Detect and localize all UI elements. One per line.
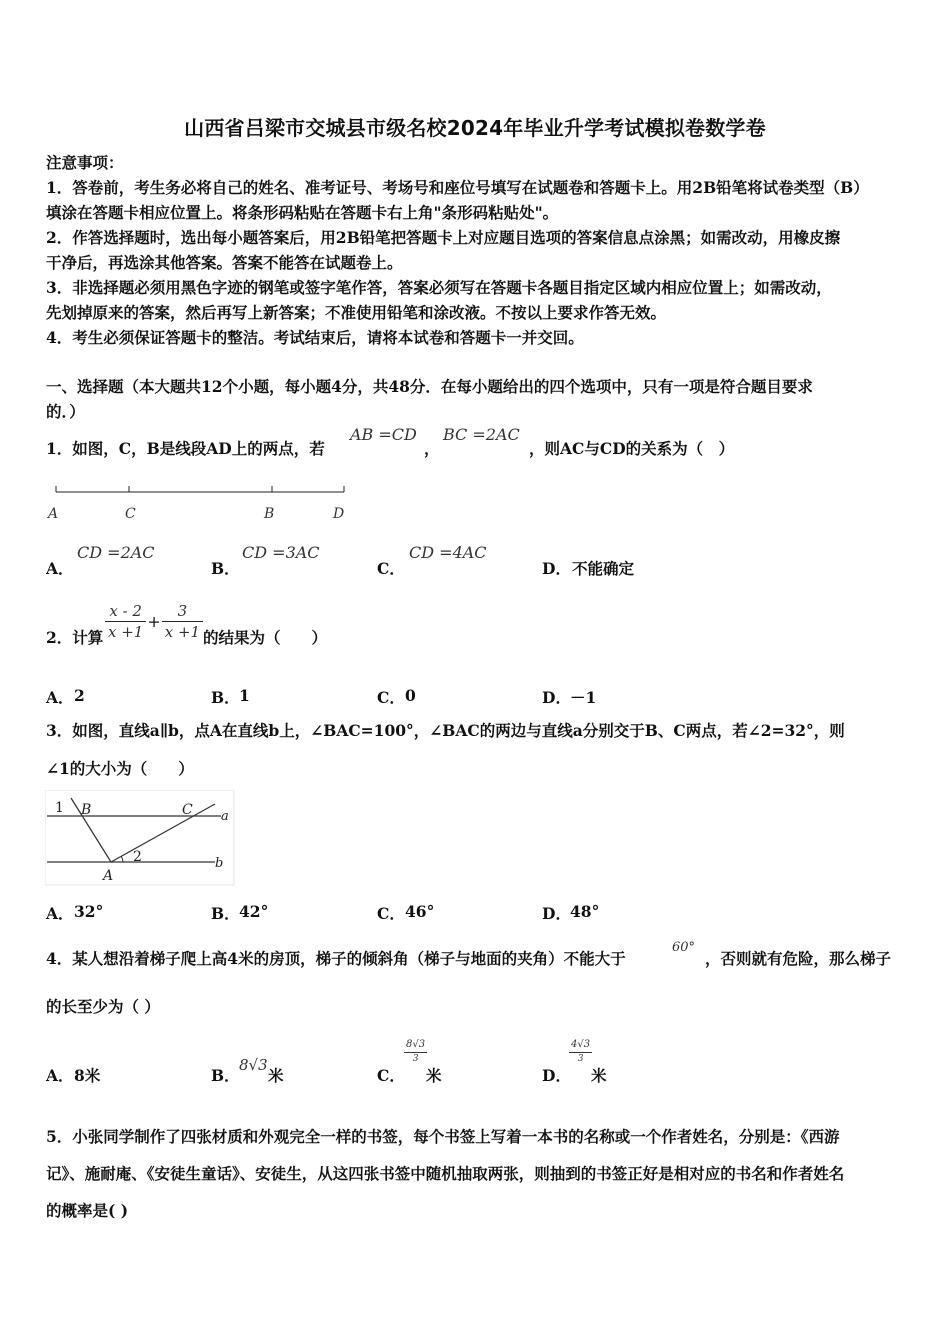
q4-option-b-label: B． [211, 1066, 240, 1085]
point-b-label: B [81, 802, 92, 818]
q4-option-d-unit: 米 [591, 1066, 607, 1085]
notice-line: 干净后，再选涂其他答案。答案不能答在试题卷上。 [46, 253, 403, 272]
q3-option-c-label: C． [377, 904, 405, 923]
fraction-2 [162, 601, 203, 642]
angle-1-label: 1 [55, 800, 64, 816]
q1-option-b-value: CD =3AC [242, 543, 320, 562]
plus-sign: + [147, 612, 161, 631]
fraction-1-denominator: x +1 [108, 623, 144, 641]
notice-line: 先划掉原来的答案，然后再写上新答案；不准使用铅笔和涂改液。不按以上要求作答无效。 [46, 303, 667, 322]
q4-option-d-numerator: 4√3 [569, 1038, 592, 1053]
q2-option-c-label: C． [377, 688, 405, 707]
q2-option-b-label: B． [211, 688, 240, 707]
point-c-label: C [182, 802, 193, 818]
q4-option-a-label: A． [46, 1066, 74, 1085]
q4-suffix: ，否则就有危险，那么梯子 [705, 949, 892, 968]
fraction-1-numerator: x - 2 [105, 601, 146, 622]
q5-line-2: 记》、施耐庵、《安徒生童话》、安徒生，从这四张书签中随机抽取两张，则抽到的书签正好是相对应的书名和作者姓名 [46, 1164, 845, 1183]
q3-option-b-label: B． [211, 904, 240, 923]
fraction-2-denominator: x +1 [164, 623, 201, 641]
point-label-a: A [48, 506, 59, 522]
q1-suffix: ，则AC与CD的关系为（ ） [529, 439, 735, 458]
q4-option-b-unit: 米 [268, 1066, 284, 1085]
q4-option-c-unit: 米 [426, 1066, 442, 1085]
q4-option-c-label: C． [377, 1066, 405, 1085]
q4-option-c-numerator: 8√3 [404, 1038, 427, 1053]
fraction-1 [105, 601, 146, 642]
notice-line: 3．非选择题必须用黑色字迹的钢笔或签字笔作答，答案必须写在答题卡各题目指定区域内相应位置上；如需改动， [46, 278, 832, 297]
q3-line-1: 3．如图，直线a∥b，点A在直线b上，∠BAC=100°，∠BAC的两边与直线a分别交于B、C两点，若∠2=32°，则 [46, 721, 845, 740]
q2-option-c-value: 0 [405, 686, 416, 705]
notice-line: 填涂在答题卡相应位置上。将条形码粘贴在答题卡右上角"条形码粘贴处"。 [46, 203, 559, 222]
point-label-b: B [264, 506, 275, 522]
q3-parallel-lines-figure [45, 790, 235, 886]
q4-line-2: 的长至少为（ ） [46, 997, 160, 1016]
q4-option-c-denominator: 3 [412, 1054, 419, 1064]
q3-option-a-value: 32° [74, 902, 104, 921]
angle-2-label: 2 [133, 849, 142, 865]
page-title: 山西省吕梁市交城县市级名校2024年毕业升学考试模拟卷数学卷 [184, 116, 766, 140]
q3-option-b-value: 42° [239, 902, 269, 921]
point-label-c: C [125, 506, 136, 522]
q4-option-d-fraction [569, 1038, 592, 1065]
q2-suffix: 的结果为（ ） [203, 628, 328, 647]
q1-condition-1: AB =CD [350, 425, 417, 444]
q2-option-d-value: －1 [570, 688, 597, 707]
q2-expression [105, 601, 203, 642]
q3-option-c-value: 46° [405, 902, 435, 921]
q4-option-b-math: 8√3 [239, 1056, 268, 1074]
q5-line-3: 的概率是( ) [46, 1201, 129, 1220]
q2-option-b-value: 1 [239, 686, 250, 705]
q1-option-c-label: C． [377, 559, 405, 578]
q2-option-d-label: D． [542, 688, 571, 707]
q4-option-c-fraction [404, 1038, 427, 1065]
q4-prefix: 4．某人想沿着梯子爬上高4米的房顶，梯子的倾斜角（梯子与地面的夹角）不能大于 [46, 949, 626, 968]
q3-option-d-label: D． [542, 904, 571, 923]
q1-option-c-value: CD =4AC [409, 543, 487, 562]
q3-line-2: ∠1的大小为（ ） [46, 759, 194, 778]
q3-option-a-label: A． [46, 904, 74, 923]
q2-prefix: 2．计算 [46, 628, 104, 647]
line-b-label: b [215, 856, 224, 871]
notice-line: 4．考生必须保证答题卡的整洁。考试结束后，请将本试卷和答题卡一并交回。 [46, 328, 584, 347]
q3-option-d-value: 48° [570, 902, 600, 921]
notice-line: 2．作答选择题时，选出每小题答案后，用2B铅笔把答题卡上对应题目选项的答案信息点涂黑；如需改动，用橡皮擦 [46, 228, 841, 247]
q4-option-d-denominator: 3 [577, 1054, 584, 1064]
section-heading: 一、选择题（本大题共12个小题，每小题4分，共48分．在每小题给出的四个选项中，只有一项是符合题目要求 [46, 377, 813, 396]
line-a-label: a [221, 809, 229, 824]
q1-option-d-label: D． [542, 559, 571, 578]
point-label-d: D [333, 506, 345, 522]
notice-line: 1．答卷前，考生务必将自己的姓名、准考证号、考场号和座位号填写在试题卷和答题卡上。用2B铅笔将试卷类型（B） [46, 178, 869, 197]
q1-option-a-value: CD =2AC [77, 543, 155, 562]
section-heading-cont: 的．） [46, 402, 85, 421]
q1-prefix: 1．如图，C，B是线段AD上的两点，若 [46, 439, 325, 458]
q4-angle: 60° [672, 940, 696, 955]
q1-condition-2: BC =2AC [443, 425, 520, 444]
fraction-2-numerator: 3 [162, 601, 203, 622]
q1-option-b-label: B． [211, 559, 240, 578]
q2-option-a-label: A． [46, 688, 74, 707]
q5-line-1: 5．小张同学制作了四张材质和外观完全一样的书签，每个书签上写着一本书的名称或一个作者姓名，分别是：《西游 [46, 1127, 840, 1146]
q1-option-a-label: A． [46, 559, 74, 578]
q1-separator: ， [424, 439, 440, 458]
q2-option-a-value: 2 [74, 686, 85, 705]
q4-option-d-label: D． [542, 1066, 571, 1085]
q4-option-a-value: 8米 [74, 1066, 101, 1085]
point-a-label: A [103, 868, 114, 884]
q1-option-d-value: 不能确定 [572, 559, 635, 578]
q1-segment-figure [44, 482, 354, 524]
notice-heading: 注意事项： [46, 153, 124, 172]
